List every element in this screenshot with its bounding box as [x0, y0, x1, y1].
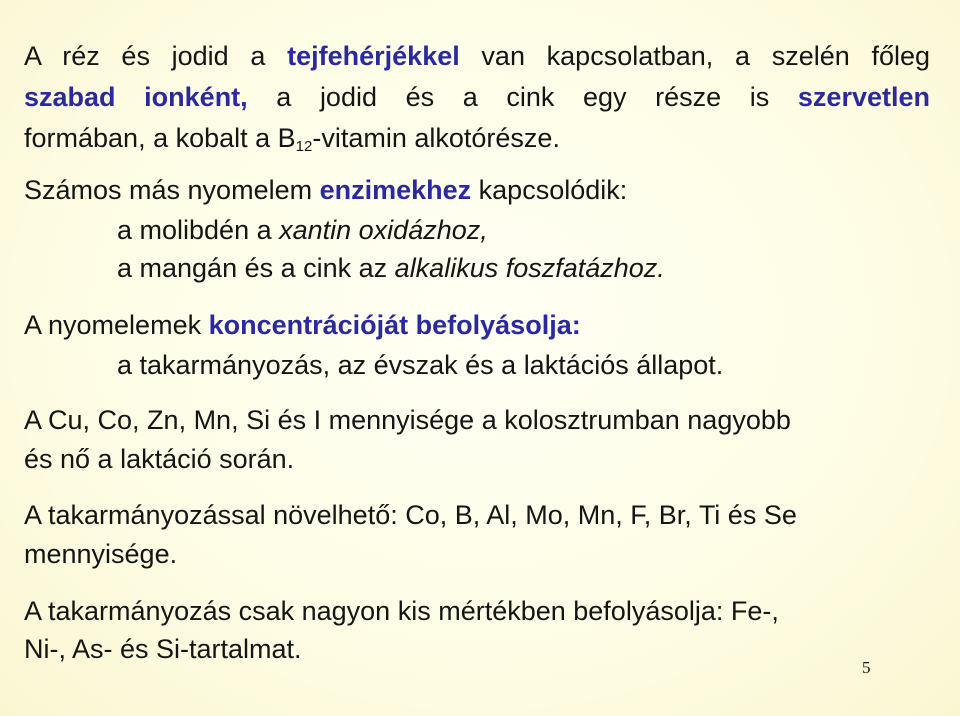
p1-line2-mid: a jodid és a cink egy része is [247, 82, 798, 112]
p3-line2: a takarmányozás, az évszak és a laktációs állapot. [117, 350, 724, 380]
p1-line2-em1: szabad [24, 82, 116, 112]
p1-line3-pre: formában, a kobalt a B [24, 123, 296, 153]
p4-line2: és nő a laktáció során. [24, 444, 295, 474]
p2-line3 [117, 252, 665, 284]
p2-line2-it: xantin oxidázhoz, [279, 215, 488, 245]
p1-line3 [24, 122, 560, 159]
p1-line3-post: -vitamin alkotórésze. [312, 123, 560, 153]
p2-line1-pre: Számos más nyomelem [24, 175, 320, 205]
p1-line1-em: tejfehérjékkel [287, 41, 460, 71]
p3-line1-pre: A nyomelemek [24, 310, 209, 340]
p3-line1 [24, 309, 581, 341]
p1-line2 [24, 81, 930, 113]
p1-line2-em3: szervetlen [797, 82, 930, 112]
p2-line2-pre: a molibdén a [117, 215, 280, 245]
page-number: 5 [862, 658, 871, 677]
p4-line1: A Cu, Co, Zn, Mn, Si és I mennyisége a kolosztrumban nagyobb [24, 405, 791, 435]
p2-line3-it: alkalikus foszfatázhoz. [394, 253, 665, 283]
p2-line2 [117, 214, 488, 246]
p5-line1: A takarmányozással növelhető: Co, B, Al, Mo, Mn, F, Br, Ti és Se [24, 500, 797, 530]
p3-line1-em: koncentrációját befolyásolja: [208, 310, 581, 340]
p1-line1-pre: A réz és jodid a [24, 41, 288, 71]
p6-line1: A takarmányozás csak nagyon kis mértékben befolyásolja: Fe-, [24, 596, 779, 626]
p1-line2-em2: ionként, [144, 82, 248, 112]
p1-line1 [24, 40, 930, 72]
p2-line1-em: enzimekhez [319, 175, 472, 205]
p2-line1-post: kapcsolódik: [471, 175, 628, 205]
p1-line3-sub: 12 [295, 138, 313, 155]
p1-line1-post: van kapcsolatban, a szelén főleg [459, 41, 930, 71]
p2-line1 [24, 174, 627, 206]
p5-line2: mennyisége. [24, 539, 178, 569]
p2-line3-pre: a mangán és a cink az [117, 253, 395, 283]
p6-line2: Ni-, As- és Si-tartalmat. [24, 634, 302, 664]
